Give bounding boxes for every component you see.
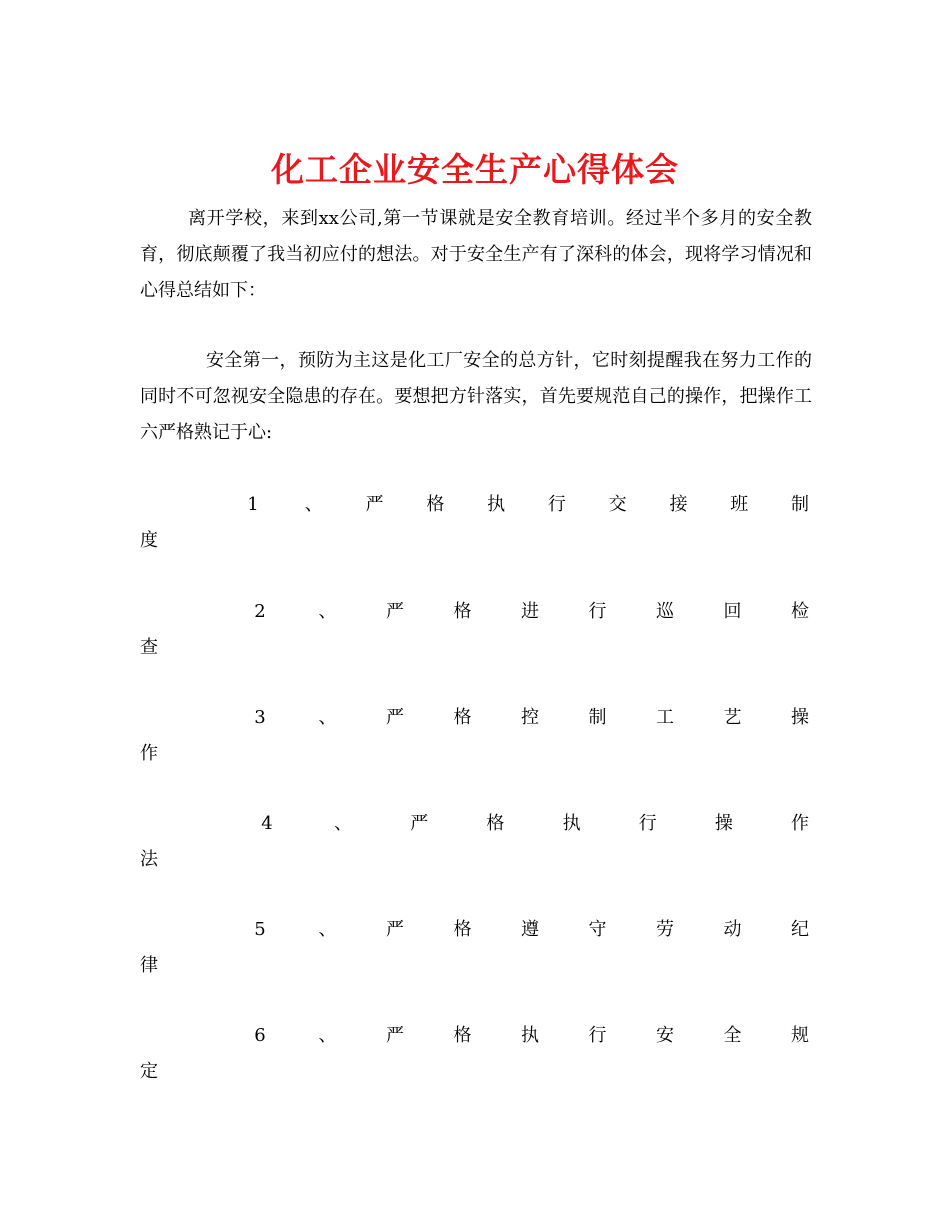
rule-item-char: 行 (588, 601, 607, 622)
rule-item-char: 行 (638, 813, 657, 834)
rule-item-char: 、 (318, 1025, 337, 1046)
document-title: 化工企业安全生产心得体会 (271, 150, 679, 190)
rule-item-char: 5 (254, 919, 266, 940)
rule-item-line (140, 487, 812, 523)
rule-item-char: 控 (521, 707, 539, 728)
rule-item (140, 1018, 812, 1090)
intro-paragraph: 离开学校，来到xx公司,第一节课就是安全教育培训。经过半个多月的安全教育，彻底颠覆了我当初应付的想法。对于安全生产有了深科的体会，现将学习情况和心得总结如下： (140, 208, 812, 301)
rule-item-line (140, 806, 812, 842)
rule-item-char: 格 (486, 813, 505, 834)
rule-item-char: 、 (318, 919, 337, 940)
rule-item-char: 严 (386, 1025, 404, 1046)
rule-item-char: 检 (791, 601, 809, 622)
rule-item-char: 执 (521, 1025, 539, 1046)
rule-item-char: 制 (588, 707, 607, 728)
rule-item-line (140, 594, 812, 630)
rule-item-char: 格 (453, 919, 472, 940)
rule-item-char: 格 (453, 601, 472, 622)
rule-item-wrap-char: 作 (140, 743, 158, 764)
rule-item (140, 487, 812, 559)
rule-item-char: 操 (714, 813, 733, 834)
rule-item-char: 2 (254, 601, 266, 622)
rule-item (140, 912, 812, 984)
rule-item-char: 动 (723, 919, 742, 940)
rule-item-char: 、 (318, 601, 337, 622)
rule-item-char: 规 (791, 1025, 809, 1046)
rule-item-char: 格 (453, 1025, 472, 1046)
rule-item (140, 700, 812, 772)
rule-item-char: 接 (669, 494, 688, 515)
rule-item-char: 遵 (521, 919, 539, 940)
rule-item-char: 全 (723, 1025, 742, 1046)
rule-item-char: 班 (730, 494, 749, 515)
rule-item (140, 594, 812, 666)
rule-item-char: 、 (318, 707, 337, 728)
rule-item-char: 劳 (656, 919, 674, 940)
rule-item-line (140, 912, 812, 948)
rule-item-wrap-char: 度 (140, 530, 158, 551)
rule-item-char: 严 (410, 813, 429, 834)
rule-item-char: 严 (386, 601, 404, 622)
rule-item-line (140, 1018, 812, 1054)
rule-item-char: 格 (453, 707, 472, 728)
rule-item-char: 制 (791, 494, 809, 515)
rule-item-char: 作 (791, 813, 809, 834)
rule-item-char: 6 (254, 1025, 266, 1046)
rule-item-char: 、 (304, 494, 323, 515)
rule-item-char: 执 (487, 494, 506, 515)
rule-item-char: 3 (254, 707, 266, 728)
rule-item-char: 执 (562, 813, 581, 834)
rule-item-char: 进 (521, 601, 539, 622)
policy-paragraph: 安全第一，预防为主这是化工厂安全的总方针，它时刻提醒我在努力工作的同时不可忽视安全隐患的存在。要想把方针落实，首先要规范自己的操作，把操作工六严格熟记于心: (140, 350, 812, 443)
rule-item-char: 安 (656, 1025, 674, 1046)
rule-item-char: 交 (608, 494, 627, 515)
rule-item-wrap-char: 律 (140, 955, 158, 976)
rule-item-char: 严 (365, 494, 384, 515)
rule-item-line (140, 700, 812, 736)
rule-item-char: 行 (547, 494, 566, 515)
rule-item-char: 纪 (791, 919, 809, 940)
rule-item-char: 、 (334, 813, 353, 834)
rule-item (140, 806, 812, 878)
rule-item-char: 严 (386, 707, 404, 728)
rule-item-char: 巡 (656, 601, 674, 622)
rule-item-wrap-char: 定 (140, 1061, 158, 1082)
rule-item-char: 1 (247, 494, 259, 515)
rule-item-char: 艺 (723, 707, 742, 728)
rule-item-char: 行 (588, 1025, 607, 1046)
rule-item-char: 4 (261, 813, 273, 834)
rule-item-char: 工 (656, 707, 674, 728)
rule-item-wrap-char: 法 (140, 849, 158, 870)
rule-item-char: 回 (723, 601, 742, 622)
rule-item-char: 操 (791, 707, 809, 728)
rule-item-char: 格 (426, 494, 445, 515)
rule-item-char: 守 (588, 919, 607, 940)
rule-item-char: 严 (386, 919, 404, 940)
rule-item-wrap-char: 查 (140, 637, 158, 658)
